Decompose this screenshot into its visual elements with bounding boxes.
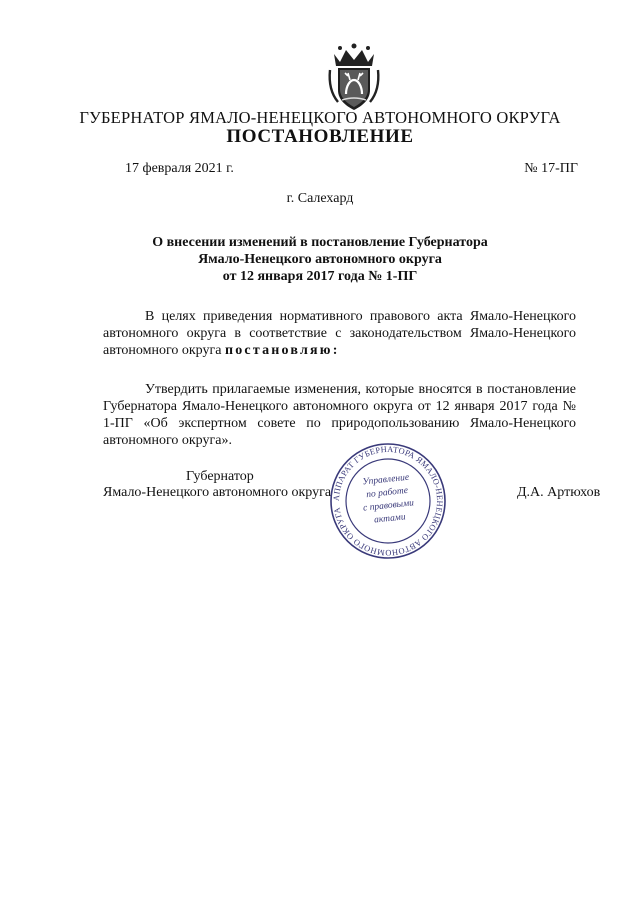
coat-of-arms-icon bbox=[326, 40, 382, 112]
decree-word: постановляю: bbox=[224, 343, 340, 358]
operative-text: Утвердить прилагаемые изменения, которые вносятся в постановление Губернатора Ямало-Ненецкого автономного округа от 12 января 2017 года № 1-ПГ «Об экспертном совете по природопользованию Ямало-Ненецкого автономного округа». bbox=[103, 382, 576, 448]
title-line: от 12 января 2017 года № 1-ПГ bbox=[222, 269, 418, 284]
preamble-text: В целях приведения нормативного правового акта Ямало-Ненецкого автономного округа в соответствие с законодательством Ямало-Ненецкого автономного округа bbox=[103, 309, 576, 358]
stamp-line: по работе bbox=[365, 485, 409, 501]
stamp-line: с правовыми bbox=[362, 498, 415, 514]
stamp-line: актами bbox=[373, 512, 407, 526]
official-stamp bbox=[328, 442, 448, 560]
stamp-line: Управление bbox=[362, 472, 410, 488]
title-line: О внесении изменений в постановление Губернатора bbox=[152, 235, 488, 250]
preamble-paragraph bbox=[103, 308, 576, 359]
issuing-authority: ГУБЕРНАТОР ЯМАЛО-НЕНЕЦКОГО АВТОНОМНОГО ОКРУГА bbox=[79, 108, 561, 127]
stamp-ring-text: АППАРАТ ГУБЕРНАТОРА ЯМАЛО-НЕНЕЦКОГО АВТОНОМНОГО ОКРУГА bbox=[331, 444, 445, 558]
document-place: г. Салехард bbox=[286, 191, 354, 206]
title-line: Ямало-Ненецкого автономного округа bbox=[198, 252, 442, 267]
document-date: 17 февраля 2021 г. bbox=[125, 161, 234, 176]
signatory-subtitle: Ямало-Ненецкого автономного округа bbox=[103, 485, 332, 500]
operative-paragraph bbox=[103, 381, 576, 449]
document-type-heading: ПОСТАНОВЛЕНИЕ bbox=[226, 126, 414, 147]
signatory-name: Д.А. Артюхов bbox=[517, 485, 601, 500]
document-number: № 17-ПГ bbox=[524, 161, 578, 176]
signatory-title: Губернатор bbox=[186, 469, 254, 484]
document-title bbox=[140, 234, 500, 285]
